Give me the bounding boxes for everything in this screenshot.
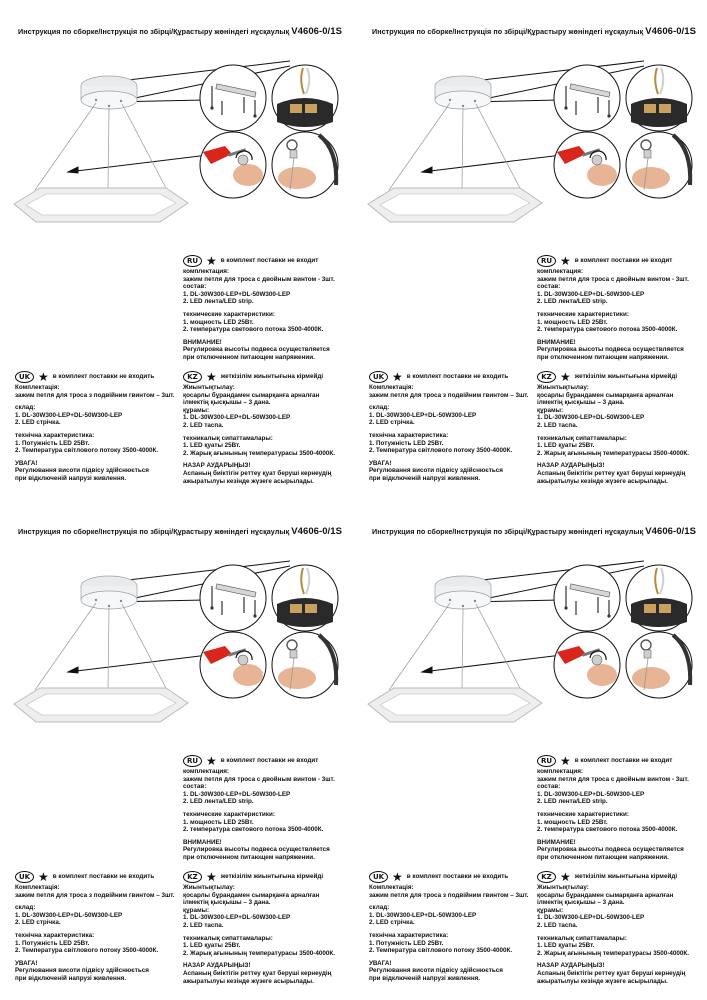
uk-instruction-line: технічна характеристика: bbox=[15, 931, 95, 939]
model-number: V4606-0/1S bbox=[645, 26, 696, 37]
kz-instruction-line: НАЗАР АУДАРЫҢЫЗ! bbox=[537, 962, 605, 970]
ru-instruction-line: Регулировка высоты подвеса осуществляется bbox=[537, 346, 684, 354]
kz-language-badge: KZ bbox=[183, 371, 202, 383]
uk-instruction-line: технічна характеристика: bbox=[369, 931, 449, 939]
ru-instruction-line: 1. DL-30W300-LEP+DL-50W300-LEP bbox=[183, 290, 291, 298]
canopy-wiring-detail bbox=[626, 65, 692, 131]
uk-star-note: в комплект поставки не входить bbox=[52, 872, 155, 880]
hexagon-led-ring bbox=[14, 688, 188, 722]
kz-instruction-line: техникалық сипаттамалары: bbox=[537, 434, 627, 442]
title-text: Инструкция по сборке/Інструкція по збірці/Құрастыру жөніндегі нұсқаулық bbox=[18, 527, 290, 536]
uk-instruction-line: технічна характеристика: bbox=[369, 431, 449, 439]
kz-instruction-line: Жиынтықтылау: bbox=[537, 384, 589, 391]
kz-instruction-line: ажыратылуы кезінде жүзеге асырылады. bbox=[183, 477, 314, 485]
kz-star-note: жеткізілім жиынтығына кірмейді bbox=[574, 372, 678, 380]
ru-instruction-line: ВНИМАНИЕ! bbox=[537, 838, 576, 846]
uk-instruction-line: 1. DL-30W300-LEP+DL-50W300-LEP bbox=[15, 911, 123, 919]
kz-instruction-line: НАЗАР АУДАРЫҢЫЗ! bbox=[183, 462, 251, 470]
kz-language-badge: KZ bbox=[183, 871, 202, 883]
uk-instruction-line: при відключеній напрузі живлення. bbox=[15, 474, 127, 482]
hexagon-led-ring bbox=[14, 188, 188, 222]
kz-instruction-line: 2. Жарық ағынының температурасы 3500-4000К. bbox=[537, 449, 689, 457]
ru-instruction-line: 2. температура светового потока 3500-4000К. bbox=[183, 326, 324, 334]
suspension-cables bbox=[389, 603, 522, 692]
ru-instruction-line: технические характеристики: bbox=[183, 310, 275, 318]
kz-instruction-line: 1. LED қуаты 25Вт. bbox=[537, 442, 595, 450]
ru-instruction-line: 2. LED лента/LED strip. bbox=[183, 298, 254, 306]
screwdriver-step-detail bbox=[554, 632, 620, 698]
kz-instruction-line: Жиынтықтылау: bbox=[183, 884, 235, 891]
star-icon: ★ bbox=[560, 253, 571, 268]
kz-instruction-line: 1. DL-30W300-LEP+DL-50W300-LEP bbox=[537, 414, 645, 422]
ru-instruction-line: при отключенном питающем напряжении. bbox=[537, 853, 669, 861]
kz-instruction-line: 2. Жарық ағынының температурасы 3500-4000К. bbox=[537, 949, 689, 957]
uk-instruction-line: УВАГА! bbox=[369, 959, 392, 967]
model-number: V4606-0/1S bbox=[645, 526, 696, 537]
suspension-cables bbox=[389, 103, 522, 192]
uk-instruction-line: 2. Температура світлового потоку 3500-4000К. bbox=[15, 447, 159, 455]
uk-star-note: в комплект поставки не входить bbox=[406, 372, 509, 380]
kz-instruction-line: құрамы: bbox=[537, 906, 564, 914]
canopy-wiring-detail bbox=[626, 565, 692, 631]
kz-star-note: жеткізілім жиынтығына кірмейді bbox=[220, 872, 324, 880]
kz-instruction-line: Аспаның биіктігін реттеу қуат беруші кернеудің bbox=[183, 969, 332, 977]
uk-instruction-line: 2. Температура світлового потоку 3500-4000К. bbox=[15, 947, 159, 955]
kz-instruction-line: ілмектің қысқышы – 3 дана. bbox=[183, 899, 271, 907]
ru-instruction-line: 2. LED лента/LED strip. bbox=[537, 298, 608, 306]
ceiling-canopy bbox=[81, 76, 137, 109]
kz-instruction-line: құрамы: bbox=[537, 406, 564, 414]
uk-instruction-line: 2. Температура світлового потоку 3500-4000К. bbox=[369, 947, 513, 955]
uk-language-badge: UK bbox=[369, 871, 388, 883]
kz-instruction-line: техникалық сипаттамалары: bbox=[183, 434, 273, 442]
uk-instruction-line: Комплектація: bbox=[15, 884, 60, 891]
kz-language-badge: KZ bbox=[537, 871, 556, 883]
uk-instruction-line: 1. Потужність LED 25Вт. bbox=[369, 439, 444, 447]
uk-instruction-line: склад: bbox=[369, 904, 390, 912]
star-icon: ★ bbox=[206, 869, 217, 884]
uk-instruction-line: 2. LED стрічка. bbox=[369, 919, 415, 927]
kz-instructions bbox=[183, 370, 335, 485]
ru-instruction-line: 1. DL-30W300-LEP+DL-50W300-LEP bbox=[537, 790, 645, 798]
ru-instruction-line: 1. мощность LED 25Вт. bbox=[183, 818, 254, 826]
uk-instruction-line: Комплектація: bbox=[369, 884, 414, 891]
uk-instruction-line: 1. Потужність LED 25Вт. bbox=[369, 939, 444, 947]
star-icon: ★ bbox=[392, 369, 403, 384]
ru-instruction-line: технические характеристики: bbox=[183, 810, 275, 818]
instruction-sheet bbox=[0, 0, 353, 500]
suspension-cables bbox=[35, 103, 168, 192]
kz-instruction-line: ілмектің қысқышы – 3 дана. bbox=[537, 899, 625, 907]
suspension-cables bbox=[35, 603, 168, 692]
model-number: V4606-0/1S bbox=[291, 26, 342, 37]
instruction-sheet bbox=[354, 500, 707, 1000]
kz-instruction-line: 2. LED таспа. bbox=[183, 421, 224, 429]
ru-instruction-line: Регулировка высоты подвеса осуществляется bbox=[537, 846, 684, 854]
ru-instruction-line: комплектация: bbox=[183, 768, 229, 775]
kz-instruction-line: қосарлы бұрандамен сымарқанға арналған bbox=[537, 891, 674, 899]
star-icon: ★ bbox=[38, 369, 49, 384]
ru-instruction-line: технические характеристики: bbox=[537, 310, 629, 318]
kz-instruction-line: 2. LED таспа. bbox=[537, 921, 578, 929]
kz-instruction-line: Аспаның биіктігін реттеу қуат беруші кернеудің bbox=[537, 469, 686, 477]
star-icon: ★ bbox=[560, 753, 571, 768]
kz-instruction-line: техникалық сипаттамалары: bbox=[537, 934, 627, 942]
kz-instruction-line: 2. LED таспа. bbox=[183, 921, 224, 929]
uk-instruction-line: склад: bbox=[15, 904, 36, 912]
hexagon-led-ring bbox=[368, 188, 542, 222]
ru-instruction-line: при отключенном питающем напряжении. bbox=[537, 353, 669, 361]
mounting-bracket-detail bbox=[554, 565, 620, 631]
uk-star-note: в комплект поставки не входить bbox=[52, 372, 155, 380]
kz-instruction-line: ажыратылуы кезінде жүзеге асырылады. bbox=[183, 977, 314, 985]
star-icon: ★ bbox=[38, 869, 49, 884]
uk-instruction-line: склад: bbox=[369, 404, 390, 412]
kz-instruction-line: құрамы: bbox=[183, 906, 210, 914]
uk-instruction-line: Регулювання висоти підвісу здійснюється bbox=[369, 967, 503, 975]
ru-instruction-line: ВНИМАНИЕ! bbox=[183, 838, 222, 846]
star-icon: ★ bbox=[560, 869, 571, 884]
ru-instruction-line: 2. температура светового потока 3500-4000К. bbox=[537, 826, 678, 834]
uk-instruction-line: 2. LED стрічка. bbox=[369, 419, 415, 427]
kz-instruction-line: Аспаның биіктігін реттеу қуат беруші кернеудің bbox=[537, 969, 686, 977]
ru-instruction-line: 1. DL-30W300-LEP+DL-50W300-LEP bbox=[537, 290, 645, 298]
mounting-bracket-detail bbox=[200, 65, 266, 131]
kz-instruction-line: Жиынтықтылау: bbox=[537, 884, 589, 891]
kz-instruction-line: 1. LED қуаты 25Вт. bbox=[183, 942, 241, 950]
kz-instruction-line: қосарлы бұрандамен сымарқанға арналған bbox=[537, 391, 674, 399]
ru-star-note: в комплект поставки не входит bbox=[220, 756, 319, 764]
uk-instructions bbox=[369, 370, 529, 483]
kz-instruction-line: 1. DL-30W300-LEP+DL-50W300-LEP bbox=[183, 414, 291, 422]
ru-language-badge: RU bbox=[183, 755, 202, 767]
kz-instruction-line: ажыратылуы кезінде жүзеге асырылады. bbox=[537, 477, 668, 485]
ru-instructions bbox=[537, 754, 689, 862]
cable-clip-step-detail bbox=[626, 632, 692, 698]
assembly-illustration bbox=[0, 500, 353, 750]
uk-instruction-line: УВАГА! bbox=[15, 959, 38, 967]
kz-instruction-line: 1. LED қуаты 25Вт. bbox=[183, 442, 241, 450]
kz-instruction-line: ілмектің қысқышы – 3 дана. bbox=[183, 399, 271, 407]
uk-instruction-line: 2. LED стрічка. bbox=[15, 419, 61, 427]
uk-instruction-line: Комплектація: bbox=[369, 384, 414, 391]
ru-instruction-line: 2. LED лента/LED strip. bbox=[183, 798, 254, 806]
instruction-sheet bbox=[0, 500, 353, 1000]
star-icon: ★ bbox=[206, 369, 217, 384]
uk-instruction-line: Регулювання висоти підвісу здійснюється bbox=[15, 467, 149, 475]
title-text: Инструкция по сборке/Інструкція по збірці/Құрастыру жөніндегі нұсқаулық bbox=[372, 27, 644, 36]
uk-instruction-line: технічна характеристика: bbox=[15, 431, 95, 439]
kz-instruction-line: қосарлы бұрандамен сымарқанға арналған bbox=[183, 891, 320, 899]
ru-language-badge: RU bbox=[183, 255, 202, 267]
kz-instructions bbox=[537, 870, 689, 985]
hexagon-led-ring bbox=[368, 688, 542, 722]
title-text: Инструкция по сборке/Інструкція по збірці/Құрастыру жөніндегі нұсқаулық bbox=[372, 527, 644, 536]
model-number: V4606-0/1S bbox=[291, 526, 342, 537]
screwdriver-step-detail bbox=[554, 132, 620, 198]
ru-instruction-line: 1. DL-30W300-LEP+DL-50W300-LEP bbox=[183, 790, 291, 798]
uk-language-badge: UK bbox=[15, 371, 34, 383]
kz-instruction-line: қосарлы бұрандамен сымарқанға арналған bbox=[183, 391, 320, 399]
ru-instruction-line: ВНИМАНИЕ! bbox=[183, 338, 222, 346]
uk-star-note: в комплект поставки не входить bbox=[406, 872, 509, 880]
kz-instructions bbox=[183, 870, 335, 985]
ru-instruction-line: технические характеристики: bbox=[537, 810, 629, 818]
kz-instruction-line: Жиынтықтылау: bbox=[183, 384, 235, 391]
kz-star-note: жеткізілім жиынтығына кірмейді bbox=[574, 872, 678, 880]
ru-language-badge: RU bbox=[537, 755, 556, 767]
star-icon: ★ bbox=[206, 253, 217, 268]
ru-instruction-line: 1. мощность LED 25Вт. bbox=[183, 318, 254, 326]
assembly-illustration bbox=[0, 0, 353, 250]
uk-language-badge: UK bbox=[15, 871, 34, 883]
title-text: Инструкция по сборке/Інструкція по збірці/Құрастыру жөніндегі нұсқаулық bbox=[18, 27, 290, 36]
kz-star-note: жеткізілім жиынтығына кірмейді bbox=[220, 372, 324, 380]
ru-instruction-line: зажим петля для троса с двойным винтом - 3шт. bbox=[183, 775, 335, 783]
uk-instruction-line: зажим петля для троса з подвійним гвинтом – 3шт. bbox=[369, 891, 529, 899]
star-icon: ★ bbox=[206, 753, 217, 768]
canopy-wiring-detail bbox=[272, 565, 338, 631]
cable-clip-step-detail bbox=[272, 632, 338, 698]
uk-instruction-line: Комплектація: bbox=[15, 384, 60, 391]
kz-instruction-line: НАЗАР АУДАРЫҢЫЗ! bbox=[537, 462, 605, 470]
kz-instruction-line: 2. Жарық ағынының температурасы 3500-4000К. bbox=[183, 449, 335, 457]
uk-instructions bbox=[15, 370, 175, 483]
uk-instruction-line: зажим петля для троса з подвійним гвинтом – 3шт. bbox=[369, 391, 529, 399]
uk-instructions bbox=[369, 870, 529, 983]
uk-instruction-line: 2. Температура світлового потоку 3500-4000К. bbox=[369, 447, 513, 455]
uk-instruction-line: 1. DL-30W300-LEP+DL-50W300-LEP bbox=[15, 411, 123, 419]
uk-instruction-line: 1. DL-30W300-LEP+DL-50W300-LEP bbox=[369, 411, 477, 419]
kz-instructions bbox=[537, 370, 689, 485]
ru-instruction-line: состав: bbox=[183, 783, 207, 791]
uk-instruction-line: Регулювання висоти підвісу здійснюється bbox=[369, 467, 503, 475]
ru-instruction-line: зажим петля для троса с двойным винтом - 3шт. bbox=[537, 775, 689, 783]
ru-instruction-line: 2. температура светового потока 3500-4000К. bbox=[183, 826, 324, 834]
ru-instruction-line: Регулировка высоты подвеса осуществляется bbox=[183, 846, 330, 854]
uk-instruction-line: зажим петля для троса з подвійним гвинтом – 3шт. bbox=[15, 391, 175, 399]
screwdriver-step-detail bbox=[200, 132, 266, 198]
screwdriver-step-detail bbox=[200, 632, 266, 698]
ru-star-note: в комплект поставки не входит bbox=[220, 256, 319, 264]
ru-instruction-line: 1. мощность LED 25Вт. bbox=[537, 818, 608, 826]
uk-instruction-line: 1. Потужність LED 25Вт. bbox=[15, 939, 90, 947]
uk-instruction-line: УВАГА! bbox=[369, 459, 392, 467]
ru-star-note: в комплект поставки не входит bbox=[574, 756, 673, 764]
ru-instruction-line: комплектация: bbox=[183, 268, 229, 275]
ru-instruction-line: состав: bbox=[537, 783, 561, 791]
ru-instruction-line: состав: bbox=[183, 283, 207, 291]
ceiling-canopy bbox=[435, 576, 491, 609]
uk-instruction-line: зажим петля для троса з подвійним гвинтом – 3шт. bbox=[15, 891, 175, 899]
assembly-illustration bbox=[354, 500, 707, 750]
instruction-sheet bbox=[354, 0, 707, 500]
ru-instruction-line: при отключенном питающем напряжении. bbox=[183, 853, 315, 861]
kz-instruction-line: НАЗАР АУДАРЫҢЫЗ! bbox=[183, 962, 251, 970]
uk-language-badge: UK bbox=[369, 371, 388, 383]
assembly-illustration bbox=[354, 0, 707, 250]
ru-instructions bbox=[183, 754, 335, 862]
ru-instruction-line: состав: bbox=[537, 283, 561, 291]
uk-instruction-line: 1. DL-30W300-LEP+DL-50W300-LEP bbox=[369, 911, 477, 919]
cable-clip-step-detail bbox=[272, 132, 338, 198]
uk-instruction-line: Регулювання висоти підвісу здійснюється bbox=[15, 967, 149, 975]
star-icon: ★ bbox=[392, 869, 403, 884]
ru-instruction-line: Регулировка высоты подвеса осуществляется bbox=[183, 346, 330, 354]
uk-instruction-line: 1. Потужність LED 25Вт. bbox=[15, 439, 90, 447]
canopy-wiring-detail bbox=[272, 65, 338, 131]
star-icon: ★ bbox=[560, 369, 571, 384]
kz-instruction-line: 1. DL-30W300-LEP+DL-50W300-LEP bbox=[183, 914, 291, 922]
ru-instruction-line: 1. мощность LED 25Вт. bbox=[537, 318, 608, 326]
ru-instruction-line: комплектация: bbox=[537, 768, 583, 775]
ceiling-canopy bbox=[435, 76, 491, 109]
ru-language-badge: RU bbox=[537, 255, 556, 267]
uk-instruction-line: при відключеній напрузі живлення. bbox=[369, 974, 481, 982]
uk-instruction-line: 2. LED стрічка. bbox=[15, 919, 61, 927]
ru-instruction-line: зажим петля для троса с двойным винтом - 3шт. bbox=[183, 275, 335, 283]
ceiling-canopy bbox=[81, 576, 137, 609]
ru-instruction-line: ВНИМАНИЕ! bbox=[537, 338, 576, 346]
kz-instruction-line: құрамы: bbox=[183, 406, 210, 414]
uk-instructions bbox=[15, 870, 175, 983]
ru-instruction-line: 2. LED лента/LED strip. bbox=[537, 798, 608, 806]
mounting-bracket-detail bbox=[200, 565, 266, 631]
ru-star-note: в комплект поставки не входит bbox=[574, 256, 673, 264]
ru-instruction-line: зажим петля для троса с двойным винтом - 3шт. bbox=[537, 275, 689, 283]
ru-instruction-line: комплектация: bbox=[537, 268, 583, 275]
ru-instructions bbox=[537, 254, 689, 362]
kz-language-badge: KZ bbox=[537, 371, 556, 383]
kz-instruction-line: техникалық сипаттамалары: bbox=[183, 934, 273, 942]
ru-instructions bbox=[183, 254, 335, 362]
ru-instruction-line: 2. температура светового потока 3500-4000К. bbox=[537, 326, 678, 334]
uk-instruction-line: при відключеній напрузі живлення. bbox=[369, 474, 481, 482]
kz-instruction-line: Аспаның биіктігін реттеу қуат беруші кернеудің bbox=[183, 469, 332, 477]
uk-instruction-line: при відключеній напрузі живлення. bbox=[15, 974, 127, 982]
uk-instruction-line: УВАГА! bbox=[15, 459, 38, 467]
kz-instruction-line: ажыратылуы кезінде жүзеге асырылады. bbox=[537, 977, 668, 985]
uk-instruction-line: склад: bbox=[15, 404, 36, 412]
cable-clip-step-detail bbox=[626, 132, 692, 198]
kz-instruction-line: 1. DL-30W300-LEP+DL-50W300-LEP bbox=[537, 914, 645, 922]
mounting-bracket-detail bbox=[554, 65, 620, 131]
kz-instruction-line: 2. LED таспа. bbox=[537, 421, 578, 429]
kz-instruction-line: 1. LED қуаты 25Вт. bbox=[537, 942, 595, 950]
kz-instruction-line: 2. Жарық ағынының температурасы 3500-4000К. bbox=[183, 949, 335, 957]
kz-instruction-line: ілмектің қысқышы – 3 дана. bbox=[537, 399, 625, 407]
ru-instruction-line: при отключенном питающем напряжении. bbox=[183, 353, 315, 361]
